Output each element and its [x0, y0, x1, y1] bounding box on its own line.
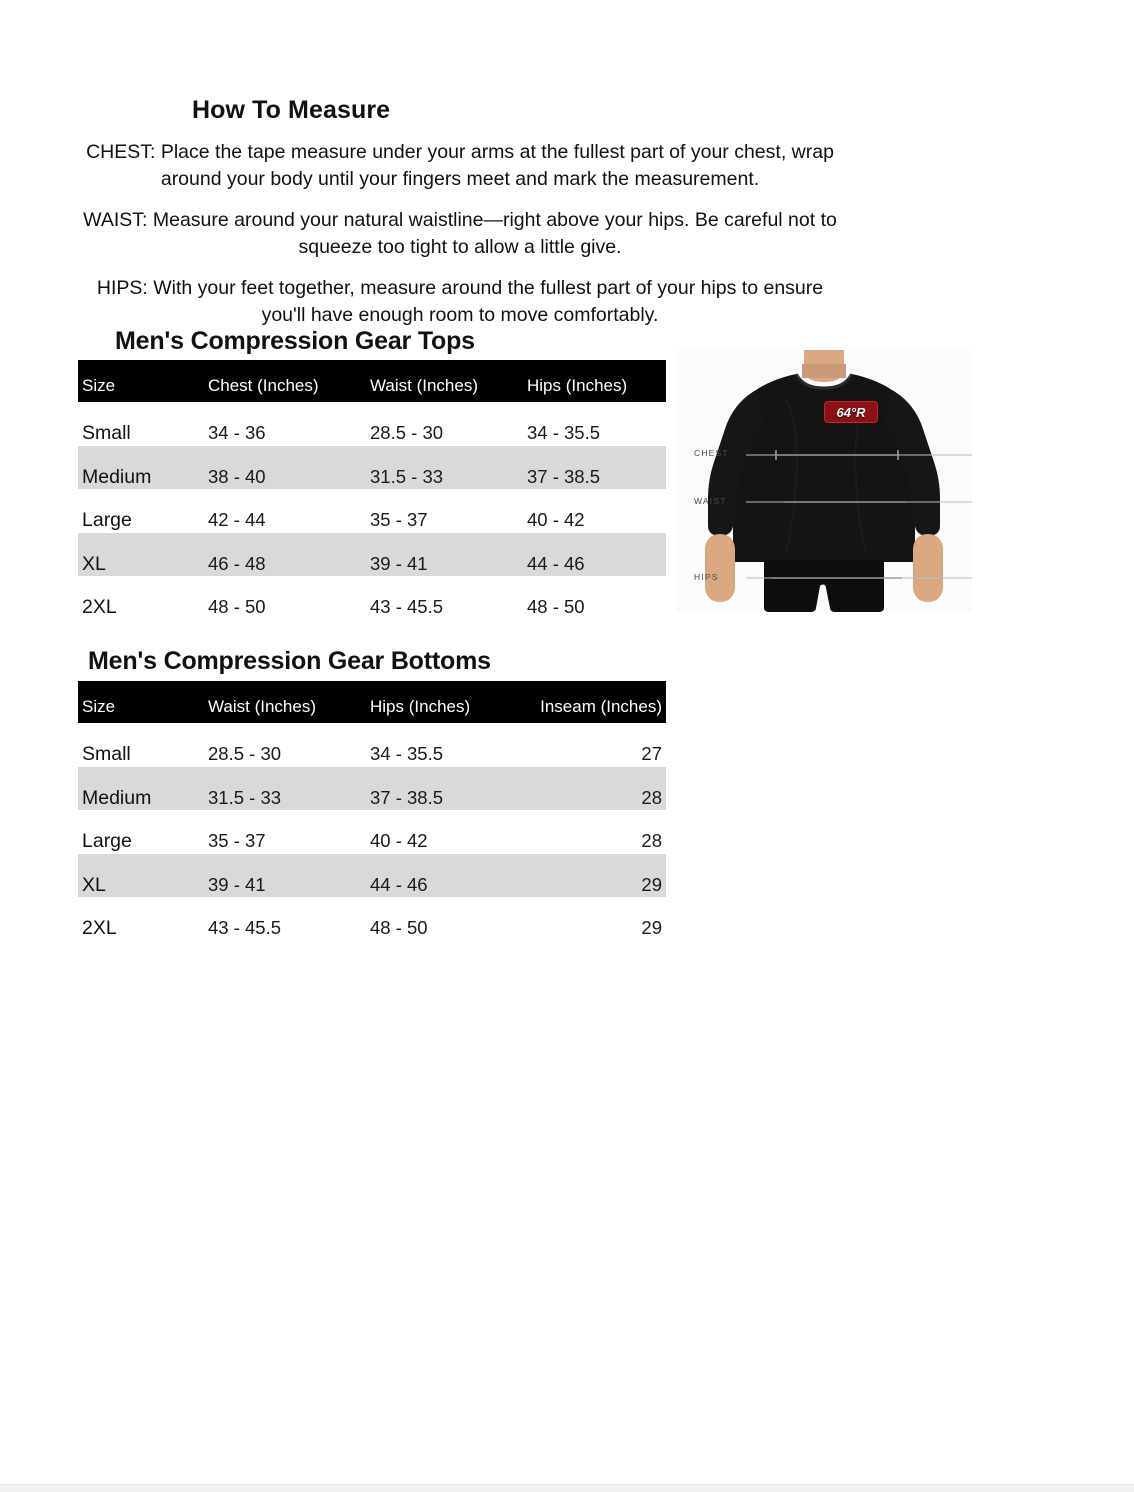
- cell-hips: 48 - 50: [370, 917, 428, 938]
- cell-size: 2XL: [82, 917, 117, 939]
- cell-inseam: 29: [641, 917, 662, 938]
- tops-size-table: [78, 360, 666, 620]
- hips-measure-label: HIPS: [694, 572, 719, 582]
- cell-size: XL: [82, 873, 106, 896]
- cell-waist: 35 - 37: [370, 509, 428, 530]
- tops-header-waist: Waist (Inches): [370, 376, 479, 395]
- hips-instruction: HIPS: With your feet together, measure around the fullest part of your hips to ensure you'll have enough room to move comfortably.: [96, 277, 824, 326]
- brand-logo-badge: [824, 401, 878, 423]
- cell-size: XL: [82, 552, 106, 575]
- cell-size: Large: [82, 830, 132, 852]
- table-row: [78, 402, 666, 446]
- cell-hips: 44 - 46: [370, 873, 428, 895]
- tops-header-hips: Hips (Inches): [527, 376, 628, 395]
- cell-inseam: 28: [641, 830, 662, 851]
- tops-table-header-row: [78, 360, 666, 402]
- cell-size: Medium: [82, 465, 152, 488]
- chest-measure-label: CHEST: [694, 448, 729, 458]
- bottoms-header-size: Size: [82, 697, 116, 716]
- cell-waist: 43 - 45.5: [208, 917, 282, 938]
- cell-hips: 48 - 50: [527, 596, 585, 617]
- cell-hips: 40 - 42: [527, 509, 585, 530]
- cell-size: Small: [82, 422, 131, 444]
- bottoms-header-waist: Waist (Inches): [208, 697, 317, 716]
- page-bottom-edge: [0, 1484, 1134, 1492]
- cell-chest: 42 - 44: [208, 509, 266, 530]
- chest-instruction: CHEST: Place the tape measure under your arms at the fullest part of your chest, wrap around your body until your fingers meet and mark the measurement.: [86, 141, 834, 190]
- cell-size: Medium: [82, 786, 152, 809]
- cell-inseam: 27: [641, 743, 662, 764]
- cell-waist: 35 - 37: [208, 830, 266, 851]
- cell-waist: 28.5 - 30: [370, 422, 444, 443]
- cell-inseam: 29: [641, 873, 662, 895]
- cell-chest: 34 - 36: [208, 422, 266, 443]
- tops-section-title: Men's Compression Gear Tops: [115, 327, 475, 355]
- table-row: [78, 533, 666, 577]
- cell-hips: 34 - 35.5: [370, 743, 444, 764]
- bottoms-header-hips: Hips (Inches): [370, 697, 471, 716]
- bottoms-size-table: [78, 681, 666, 941]
- cell-size: 2XL: [82, 596, 117, 618]
- page-title: How To Measure: [192, 96, 391, 124]
- cell-hips: 34 - 35.5: [527, 422, 601, 443]
- cell-waist: 28.5 - 30: [208, 743, 282, 764]
- waist-measure-label: WAIST: [694, 496, 727, 506]
- cell-chest: 46 - 48: [208, 552, 266, 574]
- cell-hips: 40 - 42: [370, 830, 428, 851]
- product-photo-panel: [676, 350, 972, 612]
- table-row: [78, 810, 666, 854]
- table-row: [78, 767, 666, 811]
- table-row: [78, 854, 666, 898]
- table-row: [78, 446, 666, 490]
- cell-size: Large: [82, 509, 132, 531]
- bottoms-section-title: Men's Compression Gear Bottoms: [88, 647, 491, 675]
- cell-hips: 44 - 46: [527, 552, 585, 574]
- table-row: [78, 576, 666, 620]
- cell-inseam: 28: [641, 786, 662, 808]
- table-row: [78, 897, 666, 941]
- bottoms-header-inseam: Inseam (Inches): [540, 697, 662, 716]
- table-row: [78, 723, 666, 767]
- cell-waist: 43 - 45.5: [370, 596, 444, 617]
- cell-hips: 37 - 38.5: [527, 465, 601, 487]
- waist-instruction: WAIST: Measure around your natural waistline—right above your hips. Be careful not to squeeze too tight to allow a little give.: [83, 209, 837, 258]
- table-row: [78, 489, 666, 533]
- tops-header-size: Size: [82, 376, 116, 395]
- tops-header-chest: Chest (Inches): [208, 376, 319, 395]
- cell-chest: 38 - 40: [208, 465, 266, 487]
- cell-waist: 31.5 - 33: [370, 465, 444, 487]
- how-to-measure-section: [80, 96, 840, 343]
- tops-table-body: [78, 402, 666, 620]
- bottoms-table-header-row: [78, 681, 666, 723]
- cell-hips: 37 - 38.5: [370, 786, 444, 808]
- compression-shirt-photo: [676, 350, 972, 612]
- bottoms-table-body: [78, 723, 666, 941]
- cell-waist: 39 - 41: [370, 552, 428, 574]
- brand-logo-text: 64°R: [836, 404, 866, 420]
- cell-waist: 39 - 41: [208, 873, 266, 895]
- cell-waist: 31.5 - 33: [208, 786, 282, 808]
- cell-size: Small: [82, 743, 131, 765]
- cell-chest: 48 - 50: [208, 596, 266, 617]
